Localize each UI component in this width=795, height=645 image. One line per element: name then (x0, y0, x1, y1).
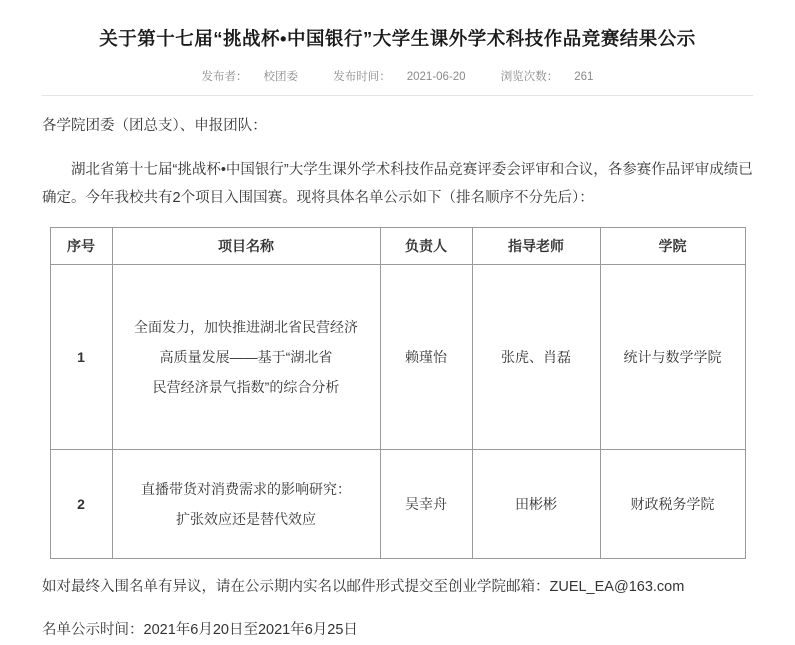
column-header-project-name: 项目名称 (112, 227, 380, 264)
cell-owner: 赖瑾怡 (380, 264, 472, 449)
column-header-teacher: 指导老师 (472, 227, 600, 264)
views-label: 浏览次数： (500, 70, 559, 83)
cell-project-name (112, 264, 380, 449)
cell-college: 统计与数学学院 (600, 264, 745, 449)
project-name-line: 全面发力，加快推进湖北省民营经济 (134, 318, 358, 335)
table-row (50, 449, 745, 558)
salutation: 各学院团委（团总支）、申报团队： (42, 117, 267, 134)
project-name-line: 高质量发展——基于“湖北省 (159, 348, 333, 365)
cell-teacher: 张虎、肖磊 (472, 264, 600, 449)
publicity-period: 名单公示时间：2021年6月20日至2021年6月25日 (42, 621, 358, 638)
project-name-line: 直播带货对消费需求的影响研究： (141, 480, 351, 497)
project-name-line: 民营经济景气指数”的综合分析 (152, 378, 340, 395)
project-name-line: 扩张效应还是替代效应 (176, 510, 316, 527)
table-header-row (50, 227, 745, 264)
views-value: 261 (574, 70, 594, 83)
publisher-group (194, 71, 307, 83)
table-row (50, 264, 745, 449)
cell-project-name (112, 449, 380, 558)
cell-seq: 1 (50, 264, 112, 449)
column-header-college: 学院 (600, 227, 745, 264)
cell-seq: 2 (50, 449, 112, 558)
date-value: 2021-06-20 (406, 70, 466, 83)
date-label: 发布时间： (333, 70, 391, 83)
cell-teacher: 田彬彬 (472, 449, 600, 558)
intro-paragraph: 湖北省第十七届“挑战杯•中国银行”大学生课外学术科技作品竞赛评委会评审和合议，各参赛作品评审成绩已确定。今年我校共有2个项目入围国赛。现将具体名单公示如下（排名顺序不分先后）： (42, 162, 753, 207)
cell-college: 财政税务学院 (600, 449, 745, 558)
views-group (493, 71, 602, 83)
date-group (325, 71, 473, 83)
cell-owner: 吴幸舟 (380, 449, 472, 558)
results-table (50, 227, 746, 559)
column-header-seq: 序号 (50, 227, 112, 264)
publisher-value: 校团委 (263, 70, 299, 83)
page-title: 关于第十七届“挑战杯•中国银行”大学生课外学术科技作品竞赛结果公示 (99, 28, 696, 49)
objection-notice: 如对最终入围名单有异议，请在公示期内实名以邮件形式提交至创业学院邮箱：ZUEL_EA@163.com (42, 578, 685, 595)
publisher-label: 发布者： (201, 70, 248, 83)
document-meta (42, 68, 753, 96)
column-header-owner: 负责人 (380, 227, 472, 264)
